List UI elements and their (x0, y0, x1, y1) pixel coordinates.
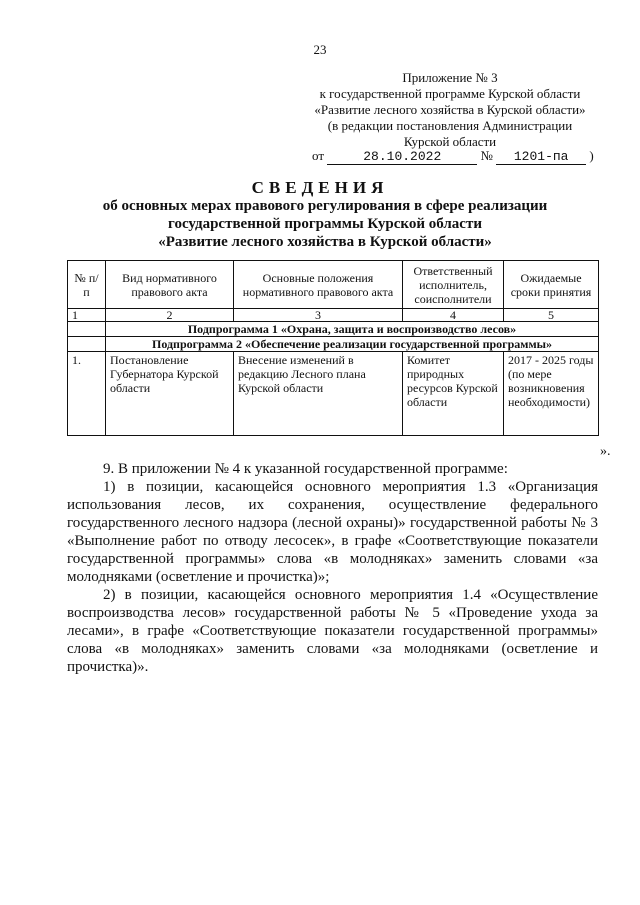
subprogram-2-title: Подпрограмма 2 «Обеспечение реализации государственной программы» (106, 337, 599, 352)
decree-number: 1201-па (496, 150, 586, 165)
paragraph: 9. В приложении № 4 к указанной государственной программе: (103, 461, 508, 477)
column-number: 2 (106, 309, 234, 322)
appendix-line: (в редакции постановления Администрации (327, 118, 573, 133)
appendix-line: Приложение № 3 (402, 70, 498, 85)
table-row (68, 352, 599, 436)
closing-quote: ». (600, 444, 611, 459)
column-number-row (68, 309, 599, 322)
col-header-act-type: Вид нормативного правового акта (106, 261, 234, 309)
empty-cell (68, 337, 106, 352)
decree-reference (312, 148, 594, 165)
appendix-header (305, 70, 595, 150)
table-header-row (68, 261, 599, 309)
page-number: 23 (313, 42, 327, 57)
from-label: от (312, 148, 325, 163)
close-paren: ) (589, 148, 594, 163)
col-header-executor: Ответственный исполнитель, соисполнители (403, 261, 504, 309)
subprogram-1-row (68, 322, 599, 337)
paragraph: 2) в позиции, касающейся основного мероприятия 1.4 «Осуществление воспроизводства лесов» государственной работы № 5 «Проведение ухода за лесами», в графе «Соответствующие показатели государственной программы» слова «в молодняках» заменить словами «за молодняками (осветление и прочистка)». (67, 587, 598, 675)
col-header-provisions: Основные положения нормативного правового акта (234, 261, 403, 309)
regulation-table (67, 260, 599, 436)
subtitle-line: «Развитие лесного хозяйства в Курской области» (158, 234, 492, 250)
row-provisions: Внесение изменений в редакцию Лесного плана Курской области (234, 352, 403, 436)
document-subtitle (60, 197, 590, 251)
column-number: 3 (234, 309, 403, 322)
row-number: 1. (68, 352, 106, 436)
body-text (67, 460, 598, 676)
subtitle-line: об основных мерах правового регулирования в сфере реализации (102, 198, 548, 214)
subprogram-1-title: Подпрограмма 1 «Охрана, защита и воспроизводство лесов» (106, 322, 599, 337)
appendix-line: «Развитие лесного хозяйства в Курской области» (314, 102, 586, 117)
row-deadline: 2017 - 2025 годы (по мере возникновения необходимости) (504, 352, 599, 436)
appendix-line: к государственной программе Курской области (319, 86, 581, 101)
document-title: СВЕДЕНИЯ (251, 178, 389, 197)
column-number: 4 (403, 309, 504, 322)
decree-date: 28.10.2022 (327, 150, 477, 165)
row-executor: Комитет природных ресурсов Курской области (403, 352, 504, 436)
appendix-line: Курской области (403, 134, 497, 149)
subtitle-line: государственной программы Курской области (168, 216, 482, 232)
col-header-deadline: Ожидаемые сроки принятия (504, 261, 599, 309)
row-act-type: Постановление Губернатора Курской области (106, 352, 234, 436)
col-header-number: № п/п (68, 261, 106, 309)
column-number: 1 (68, 309, 106, 322)
paragraph: 1) в позиции, касающейся основного мероприятия 1.3 «Организация использования лесов, их сохранения, осуществление федерального государственного лесного надзора (лесной охраны)» государственной работы № 3 «Выполнение работ по отводу лесосек», в графе «Соответствующие показатели государственной программы» слова «в молодняках» заменить словами «за молодняками (осветление и прочистка)»; (67, 479, 598, 585)
empty-cell (68, 322, 106, 337)
column-number: 5 (504, 309, 599, 322)
number-label: № (480, 148, 493, 163)
subprogram-2-row (68, 337, 599, 352)
